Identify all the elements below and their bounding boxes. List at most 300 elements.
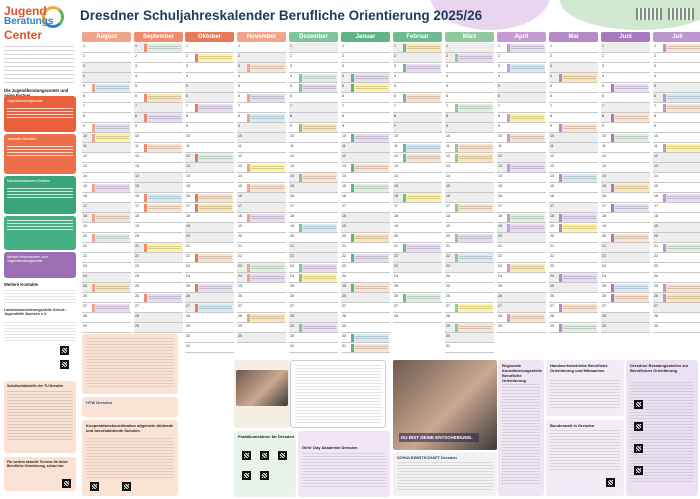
day-row[interactable] xyxy=(82,63,131,73)
day-row[interactable] xyxy=(341,193,390,203)
day-row[interactable] xyxy=(289,213,338,223)
day-row[interactable] xyxy=(497,213,546,223)
day-row[interactable] xyxy=(185,83,234,93)
day-row[interactable] xyxy=(237,273,286,283)
day-row[interactable] xyxy=(341,153,390,163)
day-row[interactable] xyxy=(549,73,598,83)
day-row[interactable] xyxy=(653,323,700,333)
day-row[interactable] xyxy=(237,283,286,293)
day-row[interactable] xyxy=(82,303,131,313)
day-row[interactable] xyxy=(549,153,598,163)
day-row[interactable] xyxy=(445,123,494,133)
day-row[interactable] xyxy=(289,183,338,193)
event-entry[interactable] xyxy=(455,204,493,212)
event-entry[interactable] xyxy=(507,164,545,172)
day-row[interactable] xyxy=(549,253,598,263)
day-row[interactable] xyxy=(497,53,546,63)
day-row[interactable] xyxy=(549,283,598,293)
day-row[interactable] xyxy=(82,93,131,103)
day-row[interactable] xyxy=(601,253,650,263)
event-entry[interactable] xyxy=(247,114,285,122)
day-row[interactable] xyxy=(601,183,650,193)
day-row[interactable] xyxy=(82,153,131,163)
day-row[interactable] xyxy=(185,213,234,223)
event-entry[interactable] xyxy=(144,94,182,102)
day-row[interactable] xyxy=(393,163,442,173)
event-entry[interactable] xyxy=(144,114,182,122)
event-entry[interactable] xyxy=(299,124,337,132)
day-row[interactable] xyxy=(289,83,338,93)
day-row[interactable] xyxy=(445,243,494,253)
event-entry[interactable] xyxy=(351,254,389,262)
day-row[interactable] xyxy=(289,303,338,313)
day-row[interactable] xyxy=(185,263,234,273)
event-entry[interactable] xyxy=(455,144,493,152)
day-row[interactable] xyxy=(601,283,650,293)
day-row[interactable] xyxy=(393,103,442,113)
day-row[interactable] xyxy=(134,203,183,213)
event-entry[interactable] xyxy=(507,224,545,232)
day-row[interactable] xyxy=(497,223,546,233)
event-entry[interactable] xyxy=(559,174,597,182)
day-row[interactable] xyxy=(497,163,546,173)
day-row[interactable] xyxy=(289,283,338,293)
event-entry[interactable] xyxy=(195,154,233,162)
day-row[interactable] xyxy=(445,93,494,103)
day-row[interactable] xyxy=(237,183,286,193)
day-row[interactable] xyxy=(134,83,183,93)
qr-code-icon[interactable] xyxy=(60,346,69,355)
day-row[interactable] xyxy=(549,323,598,333)
day-row[interactable] xyxy=(497,203,546,213)
day-row[interactable] xyxy=(185,273,234,283)
day-row[interactable] xyxy=(653,173,700,183)
day-row[interactable] xyxy=(134,143,183,153)
event-entry[interactable] xyxy=(663,294,700,302)
day-row[interactable] xyxy=(549,203,598,213)
day-row[interactable] xyxy=(82,253,131,263)
day-row[interactable] xyxy=(549,173,598,183)
event-entry[interactable] xyxy=(195,204,233,212)
day-row[interactable] xyxy=(185,183,234,193)
day-row[interactable] xyxy=(393,113,442,123)
day-row[interactable] xyxy=(497,313,546,323)
day-row[interactable] xyxy=(549,183,598,193)
day-row[interactable] xyxy=(601,193,650,203)
day-row[interactable] xyxy=(134,293,183,303)
event-entry[interactable] xyxy=(403,294,441,302)
day-row[interactable] xyxy=(393,313,442,323)
event-entry[interactable] xyxy=(507,44,545,52)
day-row[interactable] xyxy=(653,283,700,293)
day-row[interactable] xyxy=(237,213,286,223)
day-row[interactable] xyxy=(82,103,131,113)
day-row[interactable] xyxy=(653,233,700,243)
event-entry[interactable] xyxy=(299,174,337,182)
day-row[interactable] xyxy=(134,183,183,193)
day-row[interactable] xyxy=(341,263,390,273)
day-row[interactable] xyxy=(341,93,390,103)
day-row[interactable] xyxy=(289,333,338,343)
day-row[interactable] xyxy=(601,303,650,313)
event-entry[interactable] xyxy=(507,214,545,222)
day-row[interactable] xyxy=(185,93,234,103)
day-row[interactable] xyxy=(445,173,494,183)
event-entry[interactable] xyxy=(144,44,182,52)
day-row[interactable] xyxy=(601,43,650,53)
event-entry[interactable] xyxy=(559,124,597,132)
day-row[interactable] xyxy=(445,333,494,343)
day-row[interactable] xyxy=(237,63,286,73)
day-row[interactable] xyxy=(653,243,700,253)
day-row[interactable] xyxy=(497,273,546,283)
day-row[interactable] xyxy=(549,293,598,303)
day-row[interactable] xyxy=(185,133,234,143)
day-row[interactable] xyxy=(341,73,390,83)
day-row[interactable] xyxy=(549,143,598,153)
day-row[interactable] xyxy=(653,163,700,173)
event-entry[interactable] xyxy=(611,184,649,192)
day-row[interactable] xyxy=(445,43,494,53)
day-row[interactable] xyxy=(82,223,131,233)
day-row[interactable] xyxy=(82,283,131,293)
day-row[interactable] xyxy=(185,163,234,173)
day-row[interactable] xyxy=(653,83,700,93)
day-row[interactable] xyxy=(393,123,442,133)
day-row[interactable] xyxy=(237,233,286,243)
day-row[interactable] xyxy=(445,233,494,243)
day-row[interactable] xyxy=(82,273,131,283)
day-row[interactable] xyxy=(445,143,494,153)
day-row[interactable] xyxy=(549,213,598,223)
day-row[interactable] xyxy=(445,213,494,223)
event-entry[interactable] xyxy=(351,84,389,92)
event-entry[interactable] xyxy=(351,344,389,352)
day-row[interactable] xyxy=(289,113,338,123)
event-entry[interactable] xyxy=(559,324,597,332)
day-row[interactable] xyxy=(341,63,390,73)
day-row[interactable] xyxy=(497,243,546,253)
day-row[interactable] xyxy=(549,223,598,233)
day-row[interactable] xyxy=(237,93,286,103)
day-row[interactable] xyxy=(289,93,338,103)
event-entry[interactable] xyxy=(144,194,182,202)
day-row[interactable] xyxy=(185,63,234,73)
day-row[interactable] xyxy=(601,223,650,233)
day-row[interactable] xyxy=(289,253,338,263)
day-row[interactable] xyxy=(82,133,131,143)
qr-code-icon[interactable] xyxy=(634,466,643,475)
event-entry[interactable] xyxy=(455,234,493,242)
day-row[interactable] xyxy=(237,223,286,233)
day-row[interactable] xyxy=(237,143,286,153)
event-entry[interactable] xyxy=(663,44,700,52)
day-row[interactable] xyxy=(445,343,494,353)
day-row[interactable] xyxy=(445,263,494,273)
day-row[interactable] xyxy=(601,153,650,163)
day-row[interactable] xyxy=(237,263,286,273)
day-row[interactable] xyxy=(393,183,442,193)
event-entry[interactable] xyxy=(195,254,233,262)
day-row[interactable] xyxy=(653,313,700,323)
day-row[interactable] xyxy=(393,243,442,253)
day-row[interactable] xyxy=(549,193,598,203)
day-row[interactable] xyxy=(134,73,183,83)
day-row[interactable] xyxy=(185,283,234,293)
day-row[interactable] xyxy=(341,253,390,263)
day-row[interactable] xyxy=(445,103,494,113)
day-row[interactable] xyxy=(185,73,234,83)
day-row[interactable] xyxy=(601,113,650,123)
day-row[interactable] xyxy=(341,123,390,133)
day-row[interactable] xyxy=(134,253,183,263)
day-row[interactable] xyxy=(185,323,234,333)
day-row[interactable] xyxy=(653,63,700,73)
day-row[interactable] xyxy=(185,53,234,63)
day-row[interactable] xyxy=(237,193,286,203)
day-row[interactable] xyxy=(289,343,338,353)
event-entry[interactable] xyxy=(144,244,182,252)
day-row[interactable] xyxy=(653,53,700,63)
day-row[interactable] xyxy=(82,323,131,333)
day-row[interactable] xyxy=(653,73,700,83)
day-row[interactable] xyxy=(185,123,234,133)
qr-code-icon[interactable] xyxy=(606,478,615,487)
day-row[interactable] xyxy=(82,183,131,193)
day-row[interactable] xyxy=(134,323,183,333)
day-row[interactable] xyxy=(497,133,546,143)
day-row[interactable] xyxy=(82,313,131,323)
qr-code-icon[interactable] xyxy=(242,471,251,480)
day-row[interactable] xyxy=(601,203,650,213)
event-entry[interactable] xyxy=(403,94,441,102)
event-entry[interactable] xyxy=(92,184,130,192)
event-entry[interactable] xyxy=(507,114,545,122)
day-row[interactable] xyxy=(82,123,131,133)
event-entry[interactable] xyxy=(299,264,337,272)
event-entry[interactable] xyxy=(247,94,285,102)
day-row[interactable] xyxy=(185,103,234,113)
day-row[interactable] xyxy=(82,213,131,223)
day-row[interactable] xyxy=(393,213,442,223)
day-row[interactable] xyxy=(237,203,286,213)
day-row[interactable] xyxy=(341,313,390,323)
day-row[interactable] xyxy=(341,133,390,143)
day-row[interactable] xyxy=(82,263,131,273)
day-row[interactable] xyxy=(82,53,131,63)
day-row[interactable] xyxy=(393,153,442,163)
day-row[interactable] xyxy=(134,173,183,183)
day-row[interactable] xyxy=(549,53,598,63)
event-entry[interactable] xyxy=(92,84,130,92)
day-row[interactable] xyxy=(393,293,442,303)
event-entry[interactable] xyxy=(611,134,649,142)
event-entry[interactable] xyxy=(351,184,389,192)
day-row[interactable] xyxy=(497,263,546,273)
day-row[interactable] xyxy=(653,123,700,133)
day-row[interactable] xyxy=(237,173,286,183)
day-row[interactable] xyxy=(134,133,183,143)
day-row[interactable] xyxy=(445,133,494,143)
day-row[interactable] xyxy=(341,143,390,153)
day-row[interactable] xyxy=(341,273,390,283)
day-row[interactable] xyxy=(653,303,700,313)
day-row[interactable] xyxy=(549,103,598,113)
event-entry[interactable] xyxy=(195,304,233,312)
day-row[interactable] xyxy=(185,293,234,303)
day-row[interactable] xyxy=(134,193,183,203)
event-entry[interactable] xyxy=(559,224,597,232)
day-row[interactable] xyxy=(653,293,700,303)
day-row[interactable] xyxy=(237,73,286,83)
day-row[interactable] xyxy=(237,293,286,303)
event-entry[interactable] xyxy=(663,244,700,252)
day-row[interactable] xyxy=(393,203,442,213)
day-row[interactable] xyxy=(185,43,234,53)
event-entry[interactable] xyxy=(92,304,130,312)
day-row[interactable] xyxy=(341,333,390,343)
day-row[interactable] xyxy=(341,303,390,313)
day-row[interactable] xyxy=(445,223,494,233)
event-entry[interactable] xyxy=(247,184,285,192)
day-row[interactable] xyxy=(134,283,183,293)
day-row[interactable] xyxy=(497,143,546,153)
day-row[interactable] xyxy=(601,103,650,113)
event-entry[interactable] xyxy=(559,304,597,312)
day-row[interactable] xyxy=(289,203,338,213)
day-row[interactable] xyxy=(601,133,650,143)
day-row[interactable] xyxy=(185,193,234,203)
day-row[interactable] xyxy=(289,293,338,303)
day-row[interactable] xyxy=(82,143,131,153)
day-row[interactable] xyxy=(185,313,234,323)
day-row[interactable] xyxy=(237,243,286,253)
day-row[interactable] xyxy=(237,133,286,143)
day-row[interactable] xyxy=(393,83,442,93)
qr-code-icon[interactable] xyxy=(60,360,69,369)
day-row[interactable] xyxy=(497,233,546,243)
day-row[interactable] xyxy=(445,273,494,283)
event-entry[interactable] xyxy=(455,54,493,62)
day-row[interactable] xyxy=(237,253,286,263)
day-row[interactable] xyxy=(653,253,700,263)
day-row[interactable] xyxy=(393,63,442,73)
day-row[interactable] xyxy=(549,303,598,313)
day-row[interactable] xyxy=(497,103,546,113)
day-row[interactable] xyxy=(185,243,234,253)
event-entry[interactable] xyxy=(403,154,441,162)
day-row[interactable] xyxy=(393,173,442,183)
event-entry[interactable] xyxy=(195,284,233,292)
day-row[interactable] xyxy=(185,333,234,343)
event-entry[interactable] xyxy=(144,294,182,302)
event-entry[interactable] xyxy=(455,324,493,332)
day-row[interactable] xyxy=(341,213,390,223)
event-entry[interactable] xyxy=(403,144,441,152)
event-entry[interactable] xyxy=(455,104,493,112)
day-row[interactable] xyxy=(134,223,183,233)
event-entry[interactable] xyxy=(92,124,130,132)
day-row[interactable] xyxy=(185,153,234,163)
day-row[interactable] xyxy=(237,153,286,163)
day-row[interactable] xyxy=(549,163,598,173)
day-row[interactable] xyxy=(445,203,494,213)
day-row[interactable] xyxy=(549,233,598,243)
event-entry[interactable] xyxy=(611,84,649,92)
day-row[interactable] xyxy=(134,303,183,313)
day-row[interactable] xyxy=(289,273,338,283)
event-entry[interactable] xyxy=(611,234,649,242)
event-entry[interactable] xyxy=(247,314,285,322)
qr-code-icon[interactable] xyxy=(242,451,251,460)
day-row[interactable] xyxy=(445,193,494,203)
day-row[interactable] xyxy=(393,53,442,63)
day-row[interactable] xyxy=(341,203,390,213)
day-row[interactable] xyxy=(601,73,650,83)
day-row[interactable] xyxy=(653,193,700,203)
event-entry[interactable] xyxy=(663,194,700,202)
day-row[interactable] xyxy=(134,93,183,103)
day-row[interactable] xyxy=(601,313,650,323)
day-row[interactable] xyxy=(237,43,286,53)
day-row[interactable] xyxy=(185,343,234,353)
day-row[interactable] xyxy=(445,113,494,123)
day-row[interactable] xyxy=(497,253,546,263)
day-row[interactable] xyxy=(445,153,494,163)
day-row[interactable] xyxy=(445,183,494,193)
qr-code-icon[interactable] xyxy=(634,422,643,431)
day-row[interactable] xyxy=(393,263,442,273)
event-entry[interactable] xyxy=(403,194,441,202)
event-entry[interactable] xyxy=(507,64,545,72)
day-row[interactable] xyxy=(134,243,183,253)
day-row[interactable] xyxy=(497,173,546,183)
day-row[interactable] xyxy=(393,303,442,313)
event-entry[interactable] xyxy=(559,274,597,282)
day-row[interactable] xyxy=(549,243,598,253)
day-row[interactable] xyxy=(289,263,338,273)
day-row[interactable] xyxy=(134,43,183,53)
day-row[interactable] xyxy=(134,273,183,283)
day-row[interactable] xyxy=(601,163,650,173)
day-row[interactable] xyxy=(289,163,338,173)
day-row[interactable] xyxy=(185,303,234,313)
day-row[interactable] xyxy=(601,173,650,183)
event-entry[interactable] xyxy=(195,194,233,202)
day-row[interactable] xyxy=(341,113,390,123)
day-row[interactable] xyxy=(341,83,390,93)
day-row[interactable] xyxy=(445,53,494,63)
day-row[interactable] xyxy=(341,53,390,63)
day-row[interactable] xyxy=(393,93,442,103)
day-row[interactable] xyxy=(82,203,131,213)
day-row[interactable] xyxy=(289,103,338,113)
event-entry[interactable] xyxy=(611,284,649,292)
day-row[interactable] xyxy=(134,113,183,123)
day-row[interactable] xyxy=(289,233,338,243)
day-row[interactable] xyxy=(653,103,700,113)
day-row[interactable] xyxy=(82,113,131,123)
day-row[interactable] xyxy=(601,143,650,153)
day-row[interactable] xyxy=(134,213,183,223)
qr-code-icon[interactable] xyxy=(634,444,643,453)
event-entry[interactable] xyxy=(351,164,389,172)
event-entry[interactable] xyxy=(455,304,493,312)
day-row[interactable] xyxy=(601,233,650,243)
event-entry[interactable] xyxy=(663,94,700,102)
day-row[interactable] xyxy=(549,113,598,123)
day-row[interactable] xyxy=(653,183,700,193)
